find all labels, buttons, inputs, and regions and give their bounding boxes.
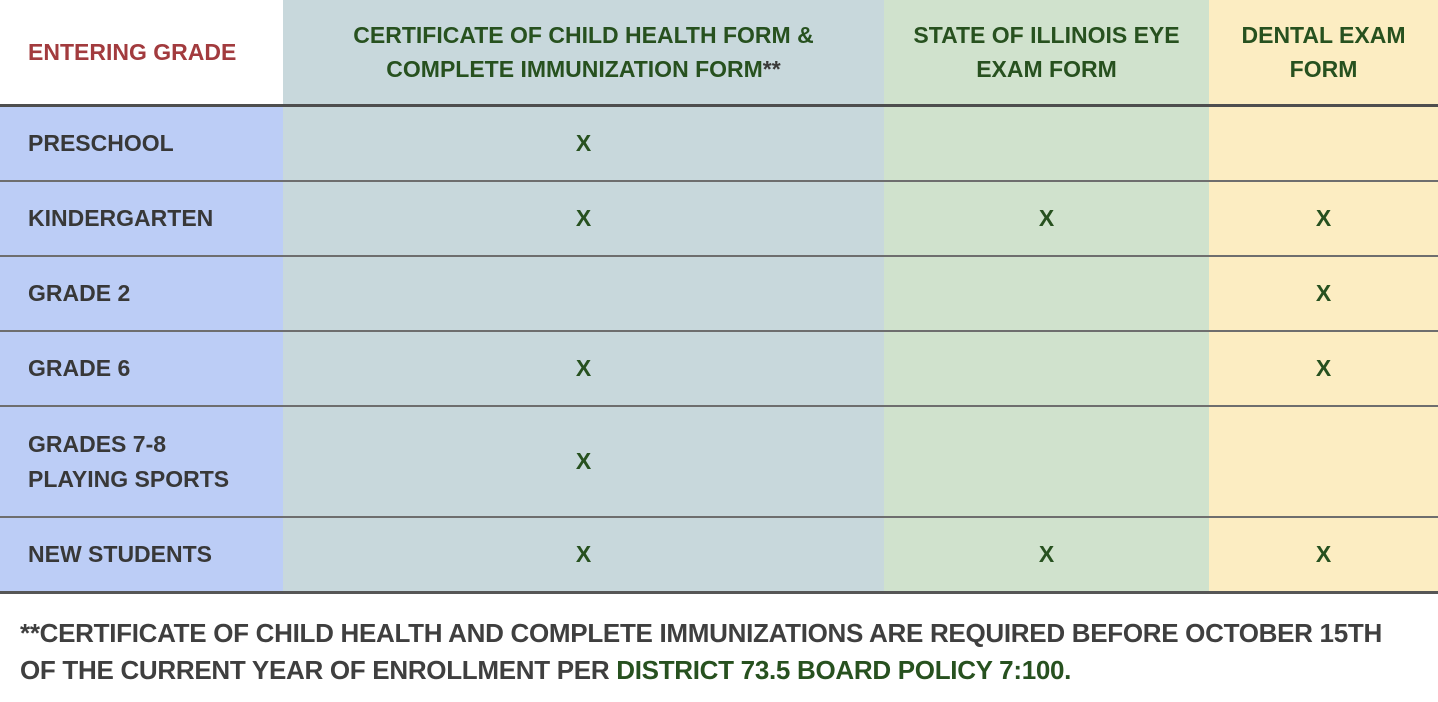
row-label: NEW STUDENTS xyxy=(0,518,283,591)
table-row-grade-6 xyxy=(0,332,1438,407)
table-row-preschool xyxy=(0,107,1438,182)
eye-cell xyxy=(884,407,1209,516)
dental-cell: X xyxy=(1209,332,1438,405)
eye-exam-header-label: STATE OF ILLINOIS EYE EXAM FORM xyxy=(913,21,1180,82)
health-cell: X xyxy=(283,107,884,180)
health-cell: X xyxy=(283,407,884,516)
eye-cell xyxy=(884,332,1209,405)
row-label: PRESCHOOL xyxy=(0,107,283,180)
dental-cell: X xyxy=(1209,257,1438,330)
dental-exam-header-label: DENTAL EXAM FORM xyxy=(1241,21,1406,82)
health-form-header-label: CERTIFICATE OF CHILD HEALTH FORM & COMPLETE IMMUNIZATION FORM** xyxy=(353,21,814,82)
entering-grade-header-label: ENTERING GRADE xyxy=(28,38,237,65)
footnote-text: **CERTIFICATE OF CHILD HEALTH AND COMPLETE IMMUNIZATIONS ARE REQUIRED BEFORE OCTOBER 15TH OF THE CURRENT YEAR OF ENROLLMENT PER xyxy=(20,618,1382,686)
table-row-grade-2 xyxy=(0,257,1438,332)
eye-cell: X xyxy=(884,182,1209,255)
board-policy-link[interactable]: DISTRICT 73.5 BOARD POLICY 7:100. xyxy=(616,655,1072,686)
eye-cell xyxy=(884,257,1209,330)
dental-cell xyxy=(1209,407,1438,516)
row-label: GRADES 7-8 PLAYING SPORTS xyxy=(0,407,283,516)
footnote xyxy=(0,594,1438,690)
health-cell xyxy=(283,257,884,330)
row-label: KINDERGARTEN xyxy=(0,182,283,255)
row-label: GRADE 6 xyxy=(0,332,283,405)
table-row-grades-7-8-sports xyxy=(0,407,1438,518)
column-header-health-form xyxy=(283,0,884,104)
dental-cell: X xyxy=(1209,182,1438,255)
column-header-eye-exam xyxy=(884,0,1209,104)
column-header-entering-grade xyxy=(0,0,283,104)
eye-cell xyxy=(884,107,1209,180)
health-cell: X xyxy=(283,182,884,255)
row-label: GRADE 2 xyxy=(0,257,283,330)
footnote-marker-asterisks: ** xyxy=(762,56,781,82)
table-row-kindergarten xyxy=(0,182,1438,257)
health-cell: X xyxy=(283,332,884,405)
table-row-new-students xyxy=(0,518,1438,594)
dental-cell xyxy=(1209,107,1438,180)
column-header-dental-exam xyxy=(1209,0,1438,104)
table-header-row xyxy=(0,0,1438,107)
health-cell: X xyxy=(283,518,884,591)
dental-cell: X xyxy=(1209,518,1438,591)
eye-cell: X xyxy=(884,518,1209,591)
